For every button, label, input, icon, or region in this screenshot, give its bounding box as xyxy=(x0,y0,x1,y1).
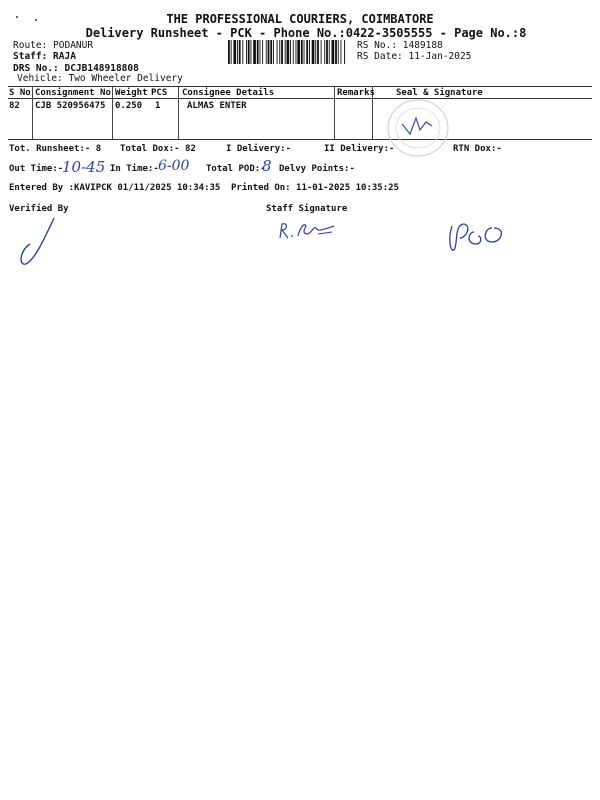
table-header-rule xyxy=(8,98,592,99)
row-sno: 82 xyxy=(9,101,20,111)
rtn-dox: RTN Dox:- xyxy=(453,144,502,154)
route-text: Route: PODANUR xyxy=(13,40,94,51)
first-delivery: I Delivery:- xyxy=(226,144,292,154)
table-bottom-rule xyxy=(8,139,592,140)
total-runsheet: Tot. Runsheet:- 8 xyxy=(9,144,102,154)
table-top-rule xyxy=(8,86,592,87)
col-header-pcs: PCS xyxy=(151,88,168,98)
col-divider xyxy=(334,86,335,139)
total-pod-label: Total POD:- xyxy=(206,164,266,174)
second-delivery: II Delivery:- xyxy=(324,144,395,154)
rs-date: RS Date: 11-Jan-2025 xyxy=(357,51,472,62)
runsheet-subtitle: Delivery Runsheet - PCK - Phone No.:0422-3505555 - Page No.:8 xyxy=(85,26,527,40)
entered-by: Entered By :KAVIPCK 01/11/2025 10:34:35 xyxy=(9,183,221,193)
delivery-points-label: Delvy Points:- xyxy=(279,164,355,174)
col-header-consignee: Consignee Details xyxy=(182,88,275,98)
verified-by-signature xyxy=(14,214,64,270)
staff-text: Staff: RAJA xyxy=(13,51,76,62)
col-header-seal-signature: Seal & Signature xyxy=(396,88,483,98)
in-time-label: In Time:- xyxy=(110,164,159,174)
scan-speck xyxy=(16,16,18,18)
total-dox: Total Dox:- 82 xyxy=(120,144,196,154)
company-title: THE PROFESSIONAL COURIERS, COIMBATORE xyxy=(166,12,434,26)
col-divider xyxy=(112,86,113,139)
verified-by-label: Verified By xyxy=(9,204,69,214)
row-consignee: ALMAS ENTER xyxy=(187,101,247,111)
col-header-sno: S No xyxy=(9,88,31,98)
row-weight: 0.250 xyxy=(115,101,143,111)
col-divider xyxy=(32,86,33,139)
rs-number: RS No.: 1489188 xyxy=(357,40,443,51)
receiver-signature xyxy=(444,216,510,258)
drs-number: DRS No.: DCJB148918808 xyxy=(13,63,139,74)
total-pod-handwritten: 8 xyxy=(262,157,272,175)
printed-on: Printed On: 11-01-2025 10:35:25 xyxy=(231,183,399,193)
staff-signature-label: Staff Signature xyxy=(266,204,348,214)
row-pcs: 1 xyxy=(155,101,161,111)
col-header-weight: Weight xyxy=(115,88,148,98)
out-time-handwritten: 10-45 xyxy=(62,158,106,176)
in-time-handwritten: 6-00 xyxy=(158,158,190,174)
out-time-label: Out Time:- xyxy=(9,164,64,174)
col-divider xyxy=(178,86,179,139)
vehicle-text: Vehicle: Two Wheeler Delivery xyxy=(17,73,183,84)
col-header-remarks: Remarks xyxy=(337,88,375,98)
barcode xyxy=(228,40,346,64)
staff-signature xyxy=(274,218,340,246)
row-consignment-no: CJB 520956475 xyxy=(35,101,106,111)
scan-speck xyxy=(35,19,37,21)
col-header-consignment: Consignment No xyxy=(35,88,111,98)
